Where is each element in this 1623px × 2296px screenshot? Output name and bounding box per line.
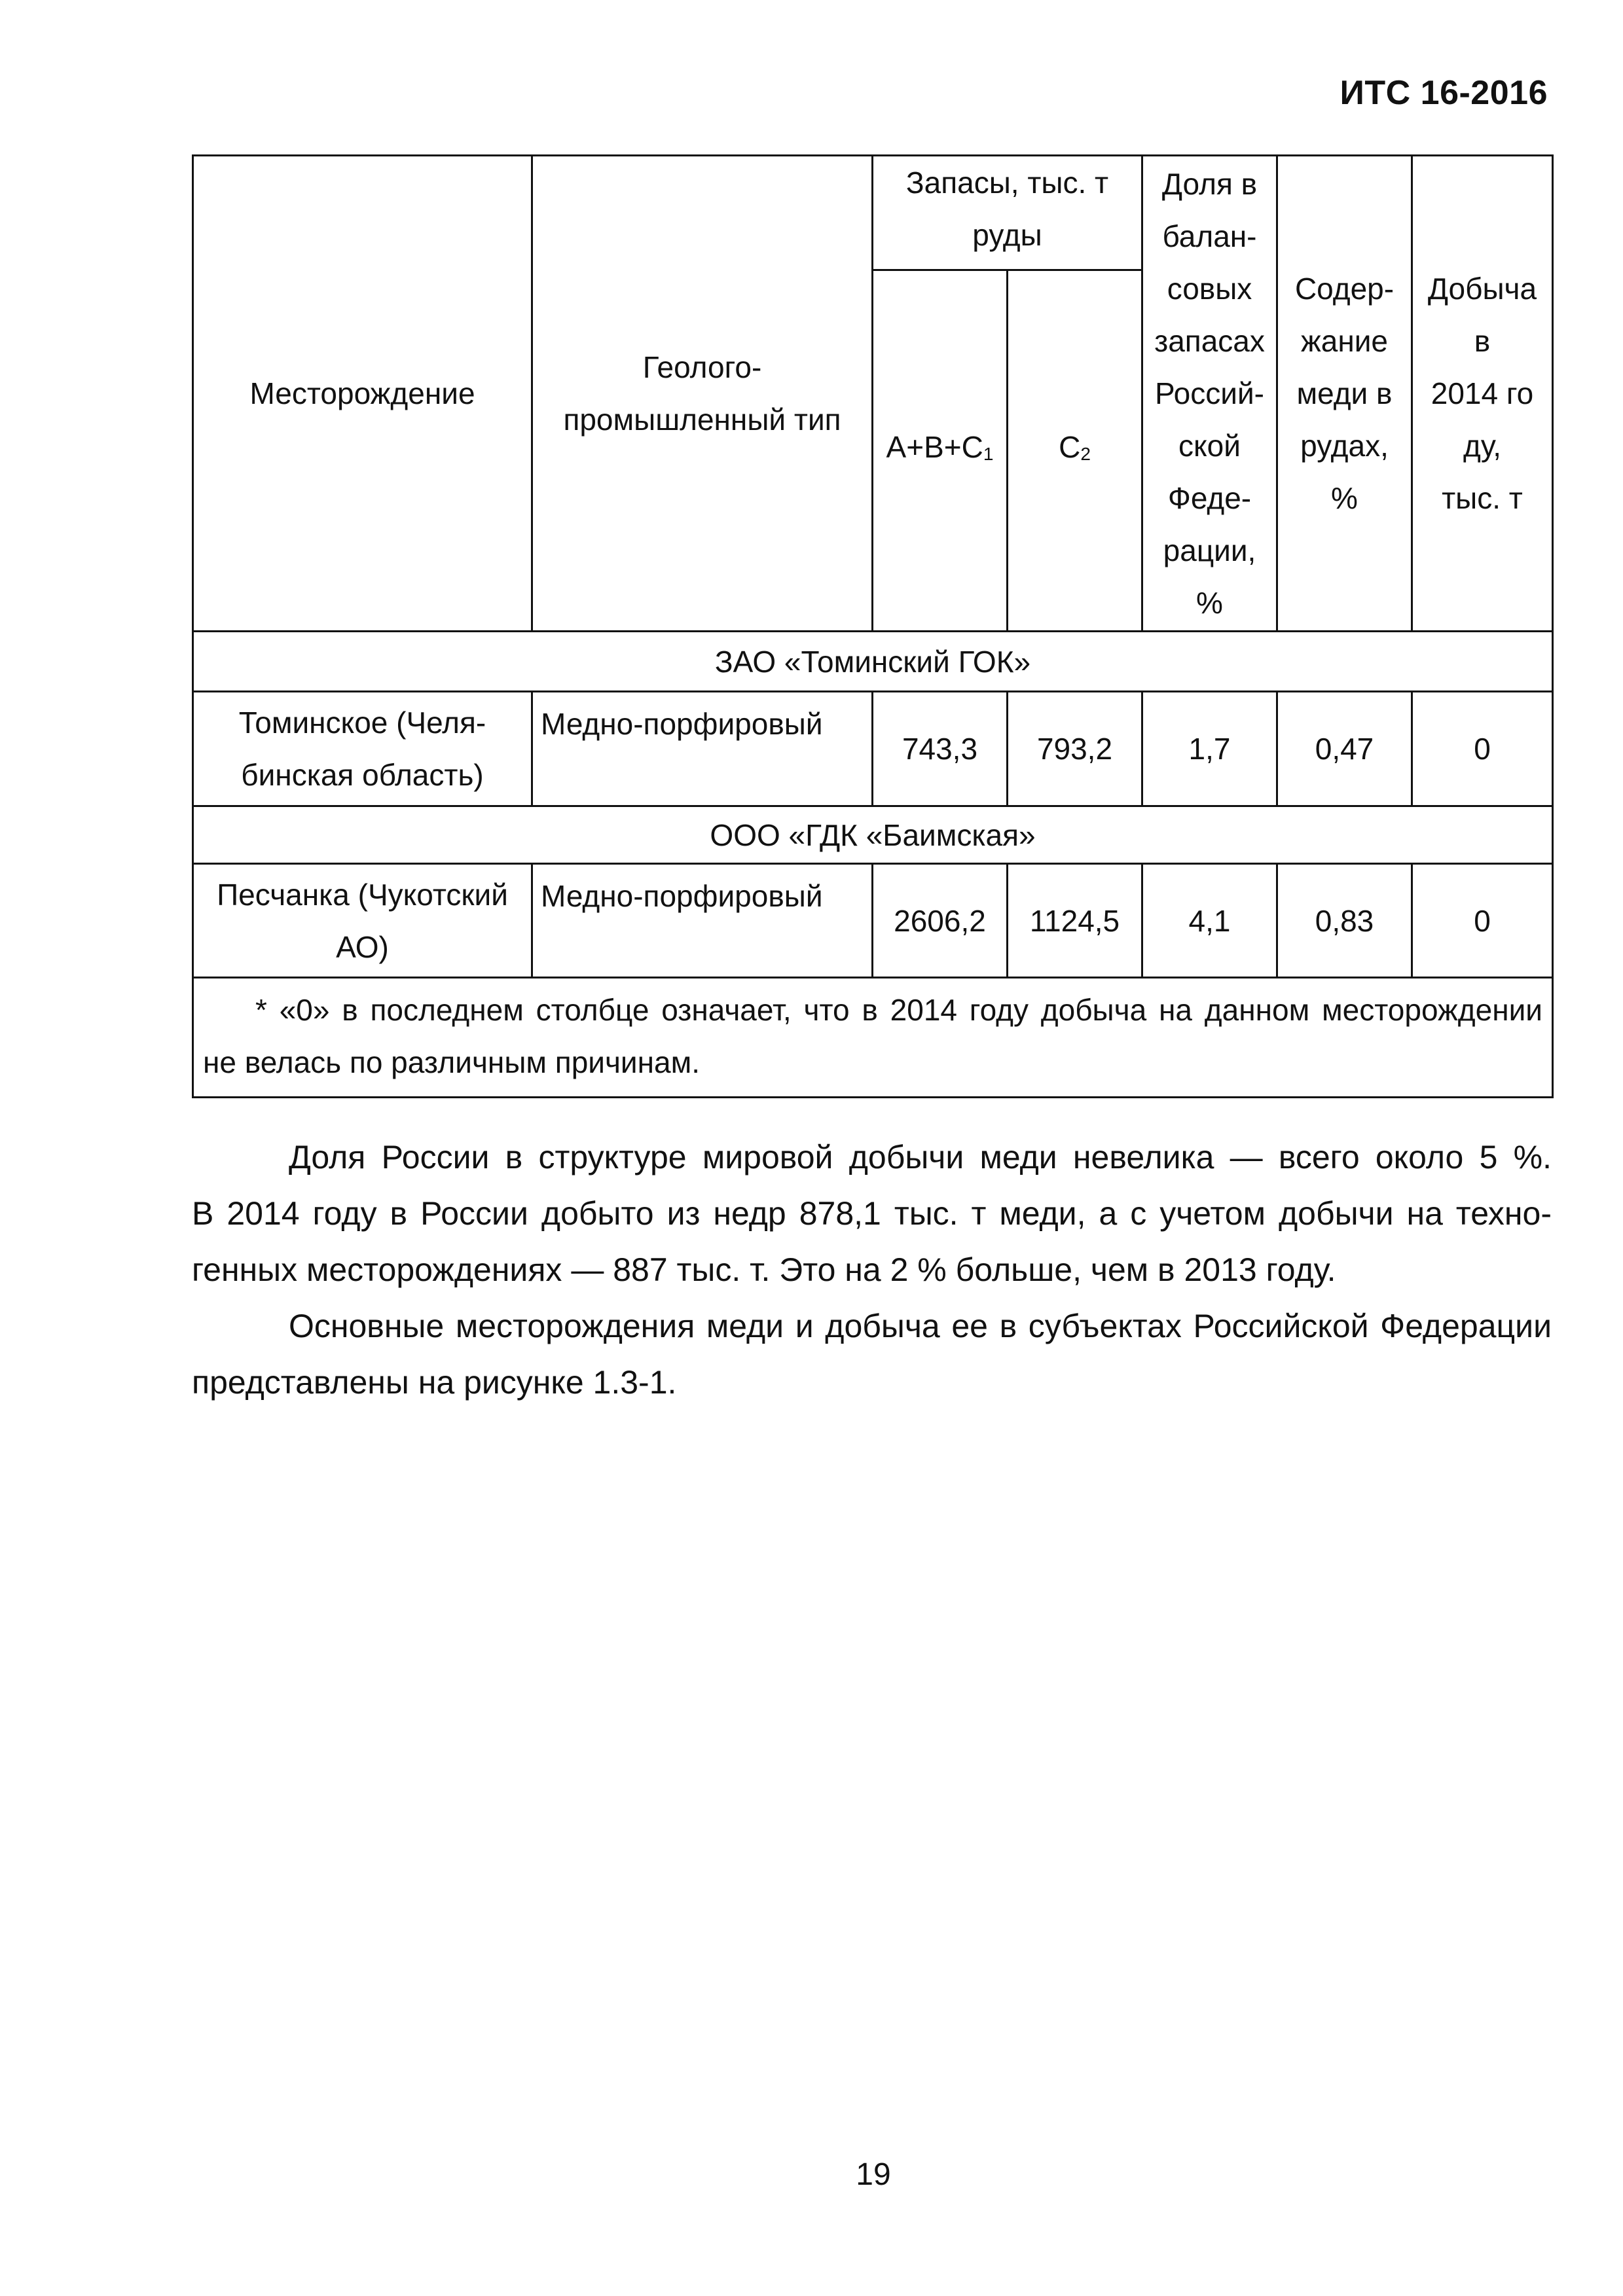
header-share-line: Феде- — [1167, 481, 1252, 515]
deposit-name-cell — [193, 864, 532, 978]
header-share-line: Доля в — [1161, 167, 1258, 201]
header-production-line: в — [1474, 324, 1491, 358]
page-number: 19 — [856, 2157, 891, 2192]
deposits-table — [192, 154, 1554, 1098]
header-content-line: % — [1331, 481, 1358, 515]
header-reserves-line-1: Запасы, тыс. т — [905, 166, 1109, 200]
paragraph-1-line-1: Доля России в структуре мировой добычи меди невелика — всего около 5 %. — [289, 1139, 1552, 1175]
document-code: ИТС 16-2016 — [1340, 74, 1548, 112]
header-deposit: Месторождение — [193, 156, 532, 632]
paragraph-1-line-3: генных месторождениях — 887 тыс. т. Это на 2 % больше, чем в 2013 году. — [192, 1251, 1336, 1288]
footnote-line-1: * «0» в последнем столбце означает, что в 2014 году добыча на данном месторождении — [255, 993, 1542, 1027]
paragraph-2-line-2: представлены на рисунке 1.3-1. — [192, 1364, 677, 1401]
reserves-c2: 1124,5 — [1008, 864, 1142, 978]
header-share — [1142, 156, 1277, 632]
share-value: 4,1 — [1142, 864, 1277, 978]
header-c2-sub: 2 — [1080, 444, 1091, 464]
group-company: ООО «ГДК «Баимская» — [193, 806, 1553, 864]
share-value: 1,7 — [1142, 692, 1277, 806]
header-geo-type-line-2: промышленный тип — [563, 403, 841, 437]
deposit-name-line: Песчанка (Чукотский — [217, 877, 508, 912]
header-content-line: меди в — [1296, 376, 1393, 410]
paragraph-2 — [192, 1298, 1552, 1410]
deposit-type: Медно-порфировый — [532, 864, 873, 978]
table-row — [193, 864, 1553, 978]
reserves-abc1: 743,3 — [873, 692, 1008, 806]
header-geo-type-line-1: Геолого- — [642, 350, 762, 384]
header-production-line: 2014 го — [1431, 376, 1534, 410]
production-value: 0 — [1412, 692, 1553, 806]
reserves-c2: 793,2 — [1008, 692, 1142, 806]
header-abc1 — [873, 270, 1008, 632]
header-reserves-line-2: руды — [972, 218, 1042, 252]
header-share-line: запасах — [1154, 324, 1265, 358]
header-production — [1412, 156, 1553, 632]
header-share-line: балан- — [1162, 219, 1257, 253]
table-row — [193, 692, 1553, 806]
deposit-name-line: Томинское (Челя- — [238, 706, 486, 740]
header-share-line: рации, — [1163, 533, 1256, 567]
header-share-line: % — [1196, 586, 1223, 620]
header-content-line: жание — [1300, 324, 1389, 358]
content-value: 0,47 — [1277, 692, 1412, 806]
group-company: ЗАО «Томинский ГОК» — [193, 632, 1553, 692]
header-c2-text: C — [1059, 430, 1081, 464]
header-abc1-sub: 1 — [983, 444, 994, 464]
header-content-line: рудах, — [1300, 429, 1389, 463]
header-share-line: ской — [1178, 429, 1241, 463]
footnote-line-2: не велась по различным причинам. — [203, 1045, 701, 1079]
header-abc1-text: A+B+C — [886, 430, 983, 464]
deposit-name-line: АО) — [336, 929, 389, 964]
header-reserves — [873, 156, 1142, 270]
paragraph-2-line-1: Основные месторождения меди и добыча ее в субъектах Российской Федерации — [289, 1308, 1552, 1344]
header-geo-type — [532, 156, 873, 632]
deposit-name-cell — [193, 692, 532, 806]
paragraph-1 — [192, 1129, 1552, 1298]
paragraph-1-line-2: В 2014 году в России добыто из недр 878,1 тыс. т меди, а с учетом добычи на техно- — [192, 1195, 1552, 1232]
header-share-line: Россий- — [1155, 376, 1264, 410]
reserves-abc1: 2606,2 — [873, 864, 1008, 978]
header-content-line: Содер- — [1294, 272, 1395, 306]
header-content — [1277, 156, 1412, 632]
header-share-line: совых — [1167, 272, 1252, 306]
table-footnote — [193, 978, 1553, 1098]
content-value: 0,83 — [1277, 864, 1412, 978]
production-value: 0 — [1412, 864, 1553, 978]
deposit-name-line: бинская область) — [241, 758, 484, 792]
header-production-line: ду, — [1463, 429, 1502, 463]
header-production-line: Добыча — [1427, 272, 1537, 306]
header-production-line: тыс. т — [1442, 481, 1523, 515]
deposit-type: Медно-порфировый — [532, 692, 873, 806]
header-c2 — [1008, 270, 1142, 632]
